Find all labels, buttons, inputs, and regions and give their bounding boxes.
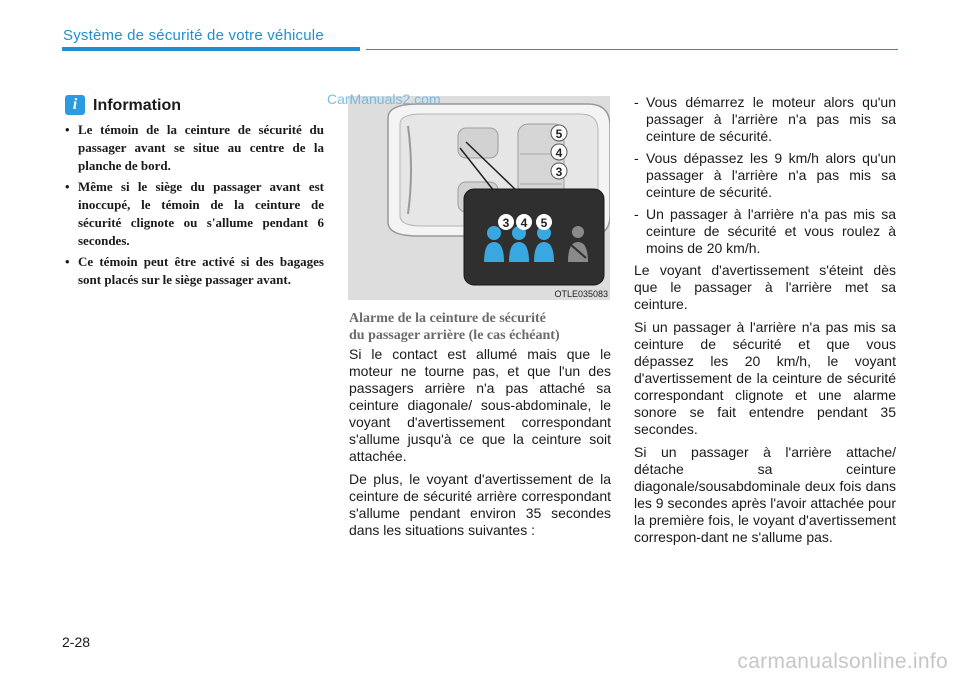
section-heading — [349, 310, 611, 344]
section-heading-line: du passager arrière (le cas échéant) — [349, 328, 560, 343]
section-header-title: Système de sécurité de votre véhicule — [63, 27, 324, 44]
dash-item: - Vous dépassez les 9 km/h alors qu'un passager à l'arrière n'a pas mis sa ceinture de sécurité. — [634, 150, 896, 201]
indicator-label-5: 5 — [540, 216, 548, 230]
body-paragraph: Si un passager à l'arrière attache/ détache sa ceinture diagonale/sousabdominale deux fois dans les 9 secondes après l'avoir attachée pour la première fois, le voyant d'avertissement correspon-dant ne s'allume pas. — [634, 444, 896, 545]
dash-item: - Vous démarrez le moteur alors qu'un passager à l'arrière n'a pas mis sa ceinture de sécurité. — [634, 94, 896, 145]
info-icon: i — [65, 95, 85, 115]
footer-watermark: carmanualsonline.info — [737, 650, 948, 673]
car-top-view-illustration — [348, 96, 610, 300]
section-body — [349, 346, 611, 545]
body-paragraph: Le voyant d'avertissement s'éteint dès que le passager à l'arrière met sa ceinture. — [634, 262, 896, 312]
rear-seatbelt-indicator-icon — [484, 226, 554, 262]
dash-item: - Un passager à l'arrière n'a pas mis sa ceinture de sécurité et vous roulez à moins de 20 km/h. — [634, 206, 896, 257]
info-bullet: • Même si le siège du passager avant est inoccupé, le témoin de la ceinture de sécurité clignote ou s'allume pendant 6 secondes. — [63, 178, 324, 250]
rear-seatbelt-figure — [348, 96, 610, 300]
header-rule — [366, 49, 898, 50]
info-bullet: • Ce témoin peut être activé si des bagages sont placés sur le siège passager avant. — [63, 253, 324, 289]
right-column — [634, 94, 896, 552]
seat-label-5: 5 — [555, 127, 563, 141]
info-title: Information — [93, 97, 181, 114]
page-number: 2-28 — [62, 634, 91, 650]
seat-label-4: 4 — [555, 146, 563, 160]
indicator-label-3: 3 — [502, 216, 510, 230]
body-paragraph: De plus, le voyant d'avertissement de la ceinture de sécurité arrière correspondant s'allume pendant environ 35 secondes dans les situations suivantes : — [349, 471, 611, 538]
info-bullet: • Le témoin de la ceinture de sécurité du passager avant se situe au centre de la planche de bord. — [63, 121, 324, 175]
info-bullet-list — [63, 121, 324, 292]
body-paragraph: Si un passager à l'arrière n'a pas mis sa ceinture de sécurité et que vous dépassez les 20 km/h, le voyant d'avertissement de la ceinture de sécurité correspondant clignote et une alarme sonore se fait entendre pendant 35 secondes. — [634, 319, 896, 437]
section-heading-line: Alarme de la ceinture de sécurité — [349, 311, 546, 326]
indicator-label-4: 4 — [520, 216, 528, 230]
seat-label-3: 3 — [555, 165, 563, 179]
header-accent-bar — [62, 47, 360, 51]
body-paragraph: Si le contact est allumé mais que le moteur ne tourne pas, et que l'un des passagers arrière n'a pas attaché sa ceinture diagonale/ sous-abdominale, le voyant d'avertissement correspondant s'allume jusqu'à ce que la ceinture soit attachée. — [349, 346, 611, 464]
watermark-text: CarManuals2.com — [327, 91, 441, 107]
figure-code: OTLE035083 — [554, 289, 608, 299]
